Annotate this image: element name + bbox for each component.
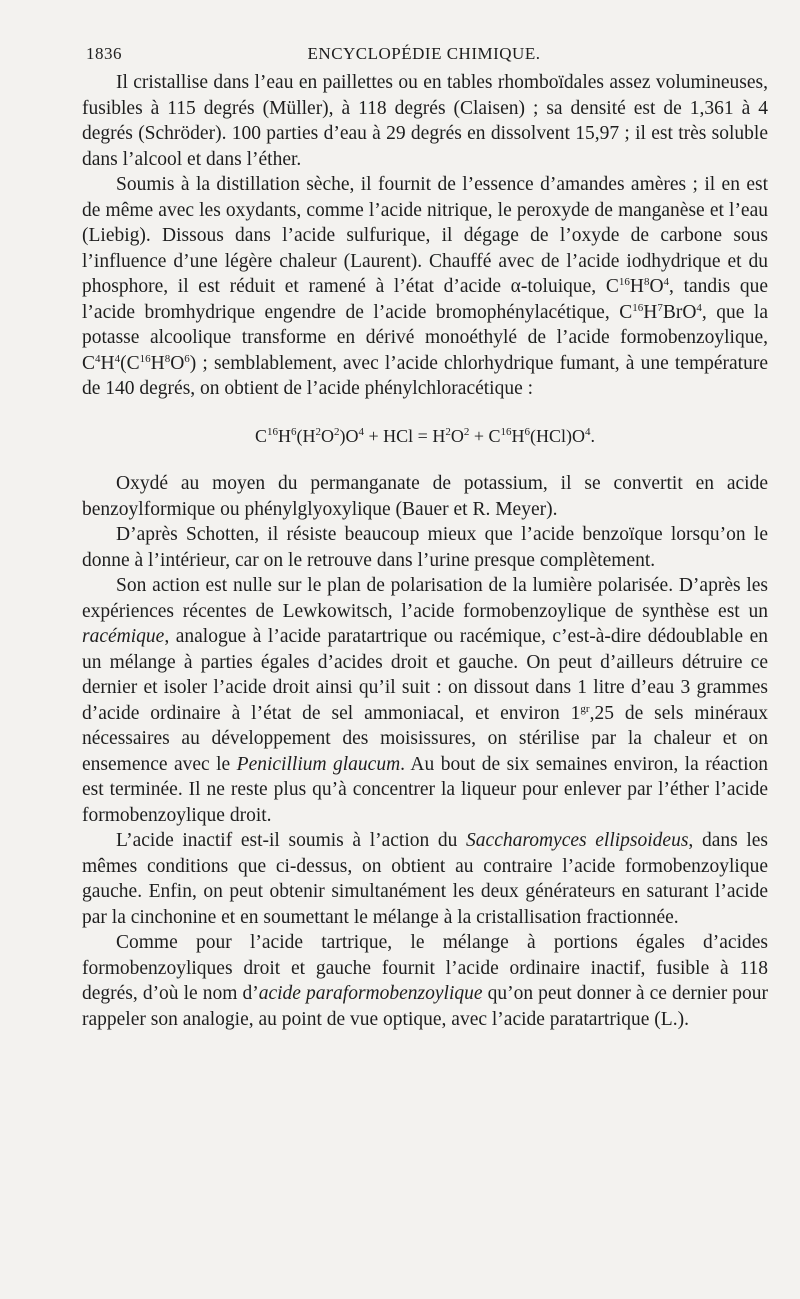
superscript: 6 [291, 425, 297, 438]
formula-text: BrO [662, 301, 697, 323]
formula-text: . [590, 425, 595, 446]
paragraph-crystallization: Il cristallise dans l’eau en paillettes ou en tables rhomboïdales assez volumineuses, fusibles à 115 degrés (Müller), à 118 degrés (Claisen) ; sa densité est de 1,361 à 4 degrés (Schröder). 100 parties d’eau à 29 degrés en dissolvent 15,97 ; il est très soluble dans l’alcool et dans l’éther. [82, 72, 768, 170]
formula-text: H [643, 301, 658, 323]
superscript: 16 [618, 276, 630, 288]
paragraph-oxidation: Oxydé au moyen du permanganate de potassium, il se convertit en acide benzoylformique ou phénylglyoxylique (Bauer et R. Meyer). [82, 473, 768, 520]
superscript: 4 [114, 352, 121, 365]
formula-text: O [649, 276, 664, 297]
text-run: , dans les mêmes conditions que ci-dessus, on obtient au contraire l’acide formobenzoylique gauche. Enfin, on peut obtenir simultanément les deux générateurs en saturant l’acide par la cinchonine et en soumettant le mélange à la cristallisation fractionnée. [82, 830, 768, 928]
superscript: 16 [139, 352, 151, 365]
formula-toluic [619, 276, 669, 297]
superscript: 4 [95, 352, 101, 365]
formula-text: O [170, 352, 185, 374]
formula-text: + HCl = H [364, 425, 446, 446]
superscript: 2 [463, 425, 470, 438]
paragraph-inactive-acid [82, 828, 768, 930]
italic-term: Saccharomyces ellipsoideus [466, 830, 689, 851]
running-title: ENCYCLOPÉDIE CHIMIQUE. [307, 44, 541, 63]
reaction-equation [82, 424, 768, 450]
formula-text: (HCl)O [530, 425, 585, 446]
paragraph-schotten: D’après Schotten, il résiste beaucoup mieux que l’acide benzoïque lorsqu’on le donne à l’intérieur, car on le retrouve dans l’urine presque complètement. [82, 524, 768, 571]
formula-bromophenylacetic [632, 302, 702, 323]
formula-text: C [255, 425, 268, 446]
formula-text: O [321, 425, 335, 446]
italic-term: racémique [82, 626, 165, 647]
paragraph-polarization [82, 573, 768, 828]
text-run: qu’on peut donner à ce dernier pour rappeler son analogie, au point de vue optique, avec l’acide paratartrique (L.). [82, 983, 768, 1030]
superscript: 2 [445, 425, 451, 438]
text-run: L’acide inactif est-il soumis à l’action du [116, 830, 467, 851]
text-run: Comme pour l’acide tartrique, le mélange à portions égales d’acides formobenzoyliques droit et gauche fournit l’acide ordinaire inactif, fusible à 118 degrés, d’où le nom d’ [82, 932, 768, 1004]
running-header [86, 44, 762, 70]
text-run: ,25 de sels minéraux nécessaires au développement des moisissures, on stérilise par la chaleur et on ensemence avec le [82, 702, 768, 775]
italic-term: acide paraformobenzoylique [258, 983, 483, 1004]
superscript: 4 [663, 276, 670, 288]
text-body [82, 70, 768, 1032]
text-run: Soumis à la distillation sèche, il fournit de l’essence d’amandes amères ; il en est de même avec les oxydants, comme l’acide nitrique, le peroxyde de manganèse et l’eau (Liebig). Dissous dans l’acide sulfurique, il dégage de l’oxyde de carbone sous l’influence d’une légère chaleur (Laurent). Chauffé avec de l’acide iodhydrique et du phosphore, il est réduit et ramené à l’état d’acide α-toluique, C [82, 174, 768, 297]
superscript: 4 [696, 301, 702, 314]
text-run: Son action est nulle sur le plan de polarisation de la lumière polarisée. D’après les expériences récentes de Lewkowitsch, l’acide formobenzoylique de synthèse est un [82, 575, 768, 622]
text-run: ) ; semblablement, avec l’acide chlorhydrique fumant, à une température de 140 degrés, on obtient de l’acide phénylchloracétique : [82, 352, 768, 399]
superscript: 2 [334, 425, 340, 438]
italic-term: Penicillium glaucum [236, 753, 401, 775]
formula-text: H [511, 425, 525, 446]
paragraph-distillation [82, 172, 768, 402]
formula-monoethyl [95, 353, 190, 374]
superscript: 16 [632, 301, 644, 314]
text-run: , que la potasse alcoolique transforme en dérivé monoéthylé de l’acide formobenzoylique, C [82, 301, 768, 374]
superscript: 16 [500, 425, 512, 438]
superscript: gr [580, 702, 590, 715]
formula-text: O [450, 425, 464, 446]
text-run: . Au bout de six semaines environ, la réaction est terminée. Il ne reste plus qu’à concentrer la liqueur pour enlever par l’éther l’acide formobenzoylique droit. [82, 753, 768, 826]
superscript: 16 [267, 425, 279, 438]
page-number: 1836 [86, 44, 122, 63]
formula-text: H [100, 352, 115, 374]
paragraph-tartaric-comparison [82, 930, 768, 1032]
superscript: 7 [657, 301, 663, 314]
superscript: 8 [643, 276, 650, 288]
superscript: 8 [164, 352, 171, 365]
text-run: , tandis que l’acide bromhydrique engendre de l’acide bromophénylacétique, C [82, 276, 768, 323]
superscript: 4 [585, 425, 591, 438]
formula-text: + C [469, 425, 501, 446]
text-run: , analogue à l’acide paratartrique ou racémique, c’est-à-dire dédoublable en un mélange à parties égales d’acides droit et gauche. On peut d’ailleurs détruire ce dernier et isoler l’acide droit ainsi qu’il suit : on dissout dans 1 litre d’eau 3 grammes d’acide ordinaire à l’état de sel ammoniacal, et environ 1 [82, 626, 768, 724]
superscript: 2 [315, 425, 322, 438]
superscript: 6 [524, 425, 530, 438]
formula-text: H [629, 276, 644, 297]
formula-text: (H [296, 425, 316, 446]
formula-text: )O [339, 425, 359, 446]
superscript: 6 [184, 352, 190, 365]
formula-text: (C [120, 352, 140, 374]
formula-text: H [278, 425, 292, 446]
formula-text: H [150, 352, 165, 374]
superscript: 4 [358, 425, 365, 438]
